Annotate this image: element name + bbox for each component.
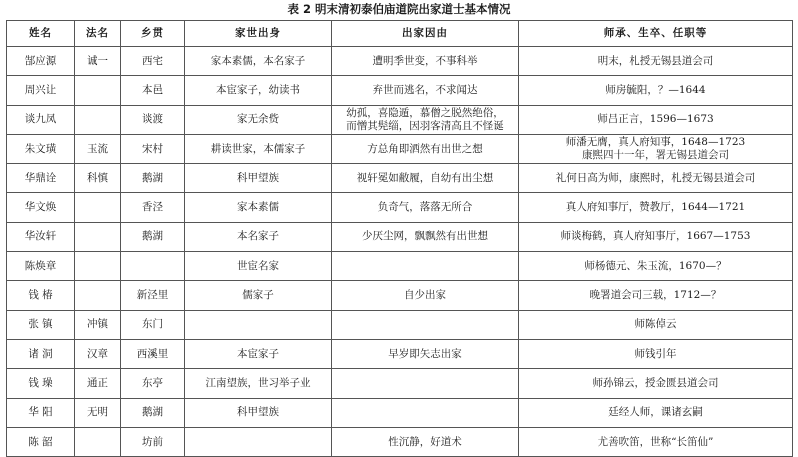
reason-cell: [332, 252, 519, 281]
name-cell: 陈焕章: [7, 252, 75, 281]
name-cell: 朱文璜: [7, 134, 75, 163]
family-cell: 世宦名家: [185, 252, 332, 281]
table-row: [7, 76, 793, 105]
table-row: [7, 134, 793, 163]
family-cell: 家本素儒，本名家子: [185, 47, 332, 76]
name-cell: 诸 洞: [7, 339, 75, 368]
hometown-cell: 香泾: [121, 193, 185, 222]
lineage-cell: 尤善吹笛，世称“长笛仙”: [519, 427, 793, 456]
lineage-cell: 师杨德元、朱玉流，1670—？: [519, 252, 793, 281]
table-row: [7, 105, 793, 134]
dharma-name-cell: [75, 281, 121, 310]
hometown-cell: 鹅湖: [121, 398, 185, 427]
family-cell: [185, 310, 332, 339]
table-caption: 表 2 明末清初泰伯庙道院出家道士基本情况: [287, 2, 511, 16]
name-cell: 钱 椿: [7, 281, 75, 310]
reason-cell: [332, 398, 519, 427]
header-row: [7, 21, 793, 47]
lineage-cell: 礼何日高为师，康熙时，札授无锡县道会司: [519, 164, 793, 193]
reason-cell: 早岁即矢志出家: [332, 339, 519, 368]
hometown-cell: 西溪里: [121, 339, 185, 368]
header-dharma-name: 法名: [75, 21, 121, 47]
header-family-background: 家世出身: [185, 21, 332, 47]
lineage-cell: 师房毓阳，？—1644: [519, 76, 793, 105]
reason-cell: [332, 369, 519, 398]
table-row: [7, 252, 793, 281]
name-cell: 钱 璪: [7, 369, 75, 398]
dharma-name-cell: 无明: [75, 398, 121, 427]
dharma-name-cell: 通正: [75, 369, 121, 398]
name-cell: 周兴让: [7, 76, 75, 105]
name-cell: 华文焕: [7, 193, 75, 222]
reason-cell: 遭明季世变，不事科举: [332, 47, 519, 76]
reason-cell: 少厌尘网，飘飘然有出世想: [332, 222, 519, 251]
lineage-cell: 明末，札授无锡县道会司: [519, 47, 793, 76]
dharma-name-cell: [75, 427, 121, 456]
family-cell: 本名家子: [185, 222, 332, 251]
header-reason: 出家因由: [332, 21, 519, 47]
reason-cell: 负奇气，落落无所合: [332, 193, 519, 222]
name-cell: 陈 韶: [7, 427, 75, 456]
lineage-cell: 师陈倬云: [519, 310, 793, 339]
hometown-cell: 东门: [121, 310, 185, 339]
lineage-cell: 晚署道会司三载，1712—？: [519, 281, 793, 310]
name-cell: 张 镇: [7, 310, 75, 339]
dharma-name-cell: [75, 105, 121, 134]
lineage-cell: 真人府知事厅，赞教厅，1644—1721: [519, 193, 793, 222]
dharma-name-cell: [75, 252, 121, 281]
table-row: [7, 398, 793, 427]
taoist-table: [6, 20, 793, 457]
hometown-cell: [121, 252, 185, 281]
name-cell: 华 阳: [7, 398, 75, 427]
header-name: 姓名: [7, 21, 75, 47]
dharma-name-cell: 诚一: [75, 47, 121, 76]
hometown-cell: 东亭: [121, 369, 185, 398]
family-cell: 本宦家子: [185, 339, 332, 368]
lineage-cell: 廷经人师，课诸玄嗣: [519, 398, 793, 427]
table-row: [7, 193, 793, 222]
family-cell: 儒家子: [185, 281, 332, 310]
family-cell: 家无余赀: [185, 105, 332, 134]
family-cell: 江南望族，世习举子业: [185, 369, 332, 398]
hometown-cell: 坊前: [121, 427, 185, 456]
name-cell: 华汝轩: [7, 222, 75, 251]
name-cell: 谈九凤: [7, 105, 75, 134]
name-cell: 华鼎诠: [7, 164, 75, 193]
table-body: [7, 47, 793, 457]
table-row: [7, 222, 793, 251]
reason-cell: 性沉静，好道术: [332, 427, 519, 456]
dharma-name-cell: [75, 222, 121, 251]
table-row: [7, 47, 793, 76]
lineage-cell: 师吕正言，1596—1673: [519, 105, 793, 134]
family-cell: 家本素儒: [185, 193, 332, 222]
reason-cell: 视轩冕如敝履，自幼有出尘想: [332, 164, 519, 193]
table-row: [7, 339, 793, 368]
header-hometown: 乡贯: [121, 21, 185, 47]
hometown-cell: 鹅湖: [121, 222, 185, 251]
table-row: [7, 427, 793, 456]
family-cell: 本宦家子，幼读书: [185, 76, 332, 105]
family-cell: 科甲望族: [185, 398, 332, 427]
family-cell: 耕读世家，本儒家子: [185, 134, 332, 163]
hometown-cell: 本邑: [121, 76, 185, 105]
hometown-cell: 鹅湖: [121, 164, 185, 193]
header-lineage: 师承、生卒、任职等: [519, 21, 793, 47]
reason-cell: 自少出家: [332, 281, 519, 310]
lineage-cell: 师谈梅鹤，真人府知事厅，1667—1753: [519, 222, 793, 251]
hometown-cell: 新泾里: [121, 281, 185, 310]
family-cell: 科甲望族: [185, 164, 332, 193]
hometown-cell: 谈渡: [121, 105, 185, 134]
hometown-cell: 宋村: [121, 134, 185, 163]
lineage-cell: 师钱引年: [519, 339, 793, 368]
dharma-name-cell: [75, 193, 121, 222]
table-row: [7, 369, 793, 398]
dharma-name-cell: 冲镇: [75, 310, 121, 339]
dharma-name-cell: 汉章: [75, 339, 121, 368]
reason-cell: 方总角即洒然有出世之想: [332, 134, 519, 163]
lineage-cell: 师潘无膺，真人府知事，1648—1723 康熙四十一年，署无锡县道会司: [519, 134, 793, 163]
name-cell: 郜应源: [7, 47, 75, 76]
dharma-name-cell: [75, 76, 121, 105]
dharma-name-cell: 玉流: [75, 134, 121, 163]
lineage-cell: 师孙锦云，授金匮县道会司: [519, 369, 793, 398]
reason-cell: 幼孤，喜隐遁，慕僧之脱然绝俗， 而憎其髡缁，因羽客清高且不怪诞: [332, 105, 519, 134]
table-row: [7, 281, 793, 310]
dharma-name-cell: 科慎: [75, 164, 121, 193]
table-row: [7, 164, 793, 193]
family-cell: [185, 427, 332, 456]
reason-cell: [332, 310, 519, 339]
reason-cell: 弃世而逃名，不求闻达: [332, 76, 519, 105]
table-row: [7, 310, 793, 339]
hometown-cell: 西宅: [121, 47, 185, 76]
